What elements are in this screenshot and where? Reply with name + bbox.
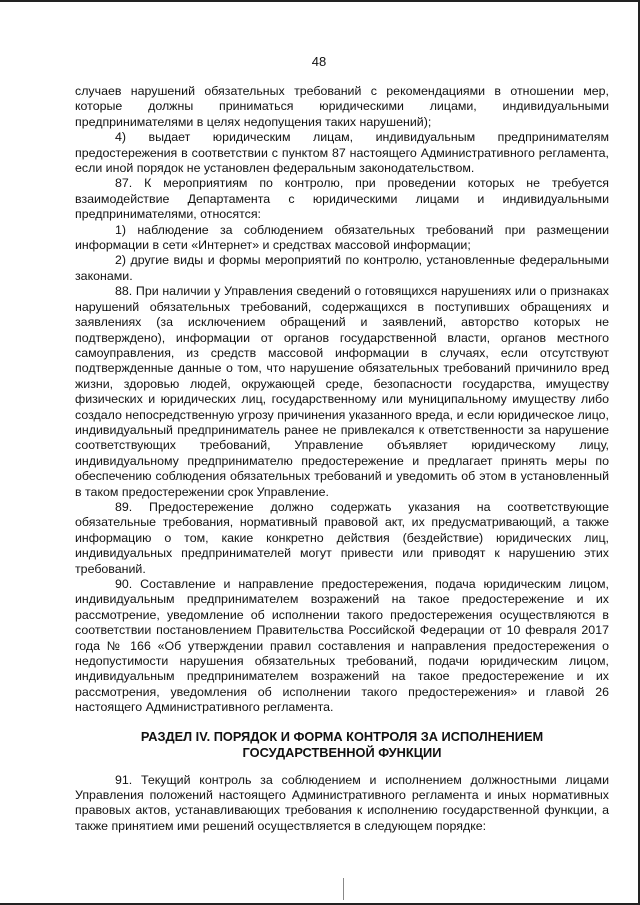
paragraph: 91. Текущий контроль за соблюдением и исполнением должностными лицами Управления положений настоящего Административного регламента и иных нормативных правовых актов, устанавливающих требования к исполнению государственной функции, а также принятием ими решений осуществляется в следующем порядке: bbox=[75, 772, 609, 833]
paragraph: 90. Составление и направление предостережения, подача юридическим лицом, индивидуальным предпринимателем возражений на такое предостережение и их рассмотрение, уведомление об исполнении такого предостережения осуществляются в соответствии постановлением Правительства Российской Федерации от 10 февраля 2017 года № 166 «Об утверждении правил составления и направления предостережения о недопустимости нарушения обязательных требований, подачи юридическим лицом, индивидуальным предпринимателем возражений на такое предостережение и их рассмотрения, уведомления об исполнении такого предостережения» и главой 26 настоящего Административного регламента. bbox=[75, 577, 609, 715]
paragraph: 1) наблюдение за соблюдением обязательных требований при размещении информации в сети «Интернет» и средствах массовой информации; bbox=[75, 222, 609, 253]
paragraph: 88. При наличии у Управления сведений о готовящихся нарушениях или о признаках нарушений обязательных требований, содержащихся в поступивших обращениях и заявлениях (за исключением обращений и заявлений, авторство которых не подтверждено), информации от органов государственной власти, органов местного самоуправления, из средств массовой информации в случаях, если отсутствуют подтвержденные данные о том, что нарушение обязательных требований причинило вред жизни, здоровью людей, окружающей среде, безопасности государства, имуществу физических и юридических лиц, государственному или муниципальному имуществу либо создало непосредственную угрозу причинения указанного вреда, и если юридическое лицо, индивидуальный предприниматель ранее не привлекался к ответственности за нарушение соответствующих требований, Управление объявляет юридическому лицу, индивидуальному предпринимателю предостережение и предлагает принять меры по обеспечению соблюдения обязательных требований и уведомить об этом в установленный в таком предостережении срок Управление. bbox=[75, 284, 609, 499]
paragraphs-before-section bbox=[75, 84, 609, 716]
section-heading bbox=[75, 729, 609, 761]
paragraph: 87. К мероприятиям по контролю, при проведении которых не требуется взаимодействие Департамента с юридическими лицами и индивидуальными предпринимателями, относятся: bbox=[75, 176, 609, 222]
page-number: 48 bbox=[311, 54, 327, 69]
paragraph: 4) выдает юридическим лицам, индивидуальным предпринимателям предостережения в соответствии с пунктом 87 настоящего Административного регламента, если иной порядок не установлен федеральным законодательством. bbox=[75, 130, 609, 176]
paragraph: случаев нарушений обязательных требований с рекомендациями в отношении мер, которые должны приниматься юридическими лицами, индивидуальными предпринимателями в целях недопущения таких нарушений); bbox=[75, 84, 609, 129]
paragraphs-after-section bbox=[75, 773, 609, 835]
section-heading-line-1: РАЗДЕЛ IV. ПОРЯДОК И ФОРМА КОНТРОЛЯ ЗА ИСПОЛНЕНИЕМ bbox=[140, 728, 544, 744]
scan-artifact-line bbox=[343, 878, 344, 900]
section-heading-line-2: ГОСУДАРСТВЕННОЙ ФУНКЦИИ bbox=[242, 744, 442, 760]
section-spacer bbox=[75, 761, 609, 773]
paragraph: 2) другие виды и формы мероприятий по контролю, установленные федеральными законами. bbox=[75, 253, 609, 283]
page-body bbox=[75, 84, 609, 834]
paragraph: 89. Предостережение должно содержать указания на соответствующие обязательные требования, нормативный правовой акт, их предусматривающий, а также информацию о том, какие конкретно действия (бездействие) юридических лиц, индивидуальных предпринимателей могут привести или приводят к нарушению этих требований. bbox=[75, 499, 609, 576]
